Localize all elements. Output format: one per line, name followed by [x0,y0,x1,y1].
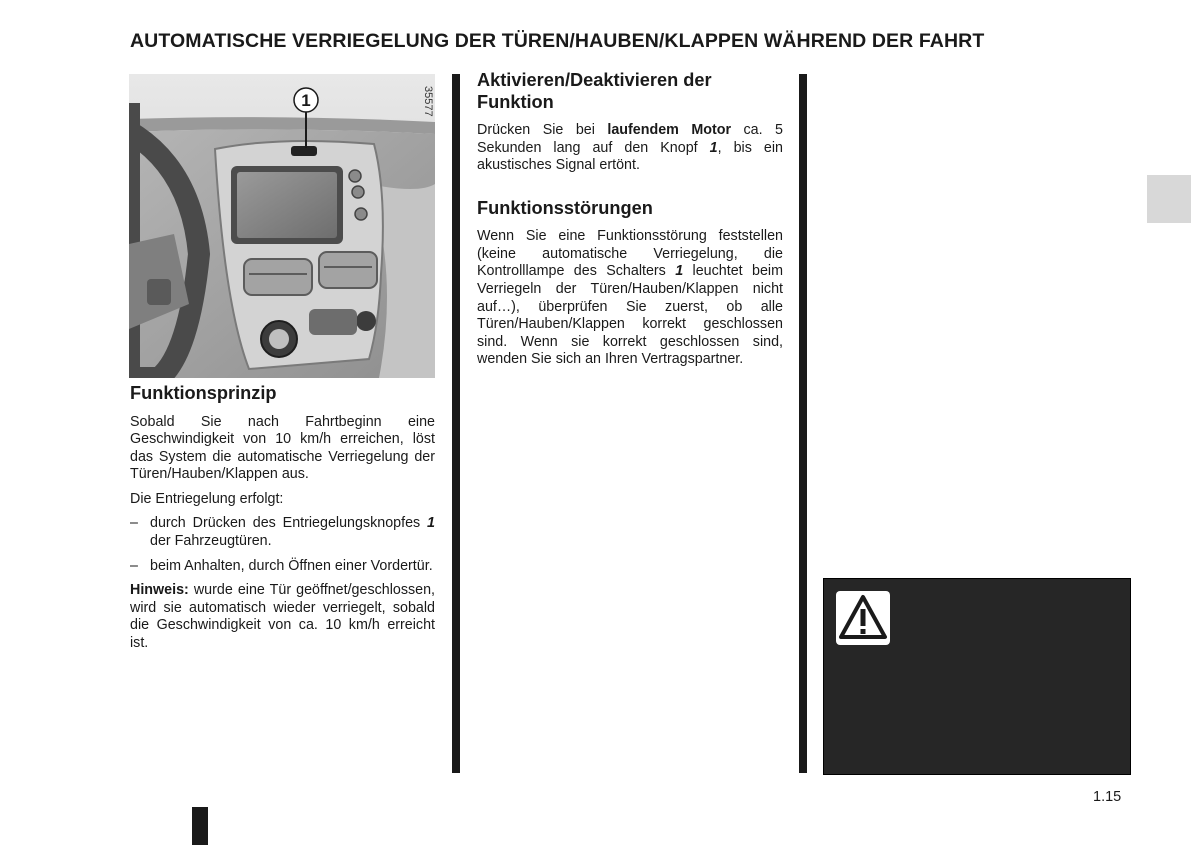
bullet1-text-end: der Fahrzeugtüren. [150,533,272,550]
list-item-unlock-button [130,515,435,550]
note-text: wurde eine Tür geöffnet/geschlossen, wird sie automatisch wieder verriegelt, sobald die Geschwindigkeit von ca. 10 km/h erreicht ist. [130,582,435,652]
malfunction-number: 1 [675,263,684,280]
bullet1-number: 1 [427,515,435,532]
figure-code: 35577 [422,86,434,117]
heading-activate: Aktivieren/Deaktivieren der Funktion [477,70,712,112]
activate-text-2: ca. 5 Sekunden lang auf den Knopf [477,122,783,156]
warning-box [823,578,1131,775]
bullet1-text: durch Drücken des Entriegelungsknopfes [150,515,428,532]
activate-text-3: , bis ein akustisches Signal ertönt. [477,139,783,174]
malfunction-text-2: leuchtet beim Verriegeln der Türen/Hauben/Klappen nicht auf…), überprüfen Sie zuerst, ob alle Türen/Hauben/Klappen korrekt geschlossen sind. Wenn sie korrekt geschlossen sind, wenden Sie sich an Ihren Vertragspartner. [477,263,783,368]
paragraph-principle: Sobald Sie nach Fahrtbeginn eine Geschwindigkeit von 10 km/h erreichen, löst das System die automatische Verriegelung der Türen/Hauben/Klappen aus. [130,413,435,483]
column-divider-left [452,74,460,773]
chapter-tab [1147,175,1191,223]
activate-text: Drücken Sie bei [477,122,608,138]
paragraph-note [130,582,435,652]
page-title: AUTOMATISCHE VERRIEGELUNG DER TÜREN/HAUBEN/KLAPPEN WÄHREND DER FAHRT [130,30,985,52]
paragraph-activate [477,122,783,175]
heading-malfunctions: Funktionsstörungen [477,197,653,218]
column-middle [477,70,783,376]
column-left [130,383,435,660]
bullet2-text: beim Anhalten, durch Öffnen einer Vordertür. [150,557,433,574]
activate-number: 1 [709,139,718,156]
list-item-open-door [130,558,435,576]
page-number: 1.15 [1093,789,1122,805]
paragraph-unlock-intro: Die Entriegelung erfolgt: [130,490,284,507]
note-label: Hinweis: [130,582,189,599]
paragraph-malfunctions [477,228,783,369]
column-divider-right [799,74,807,773]
warning-triangle-icon [836,591,890,645]
heading-funktionsprinzip: Funktionsprinzip [130,383,277,403]
malfunction-text: Wenn Sie eine Funktionsstörung feststellen (keine automatische Verriegelung, die Kontrolllampe des Schalters [477,228,783,280]
callout-1-label: 1 [301,91,311,110]
page-edge-marker [192,807,208,845]
activate-bold: laufendem Motor [607,122,732,138]
dashboard-illustration [129,74,435,378]
